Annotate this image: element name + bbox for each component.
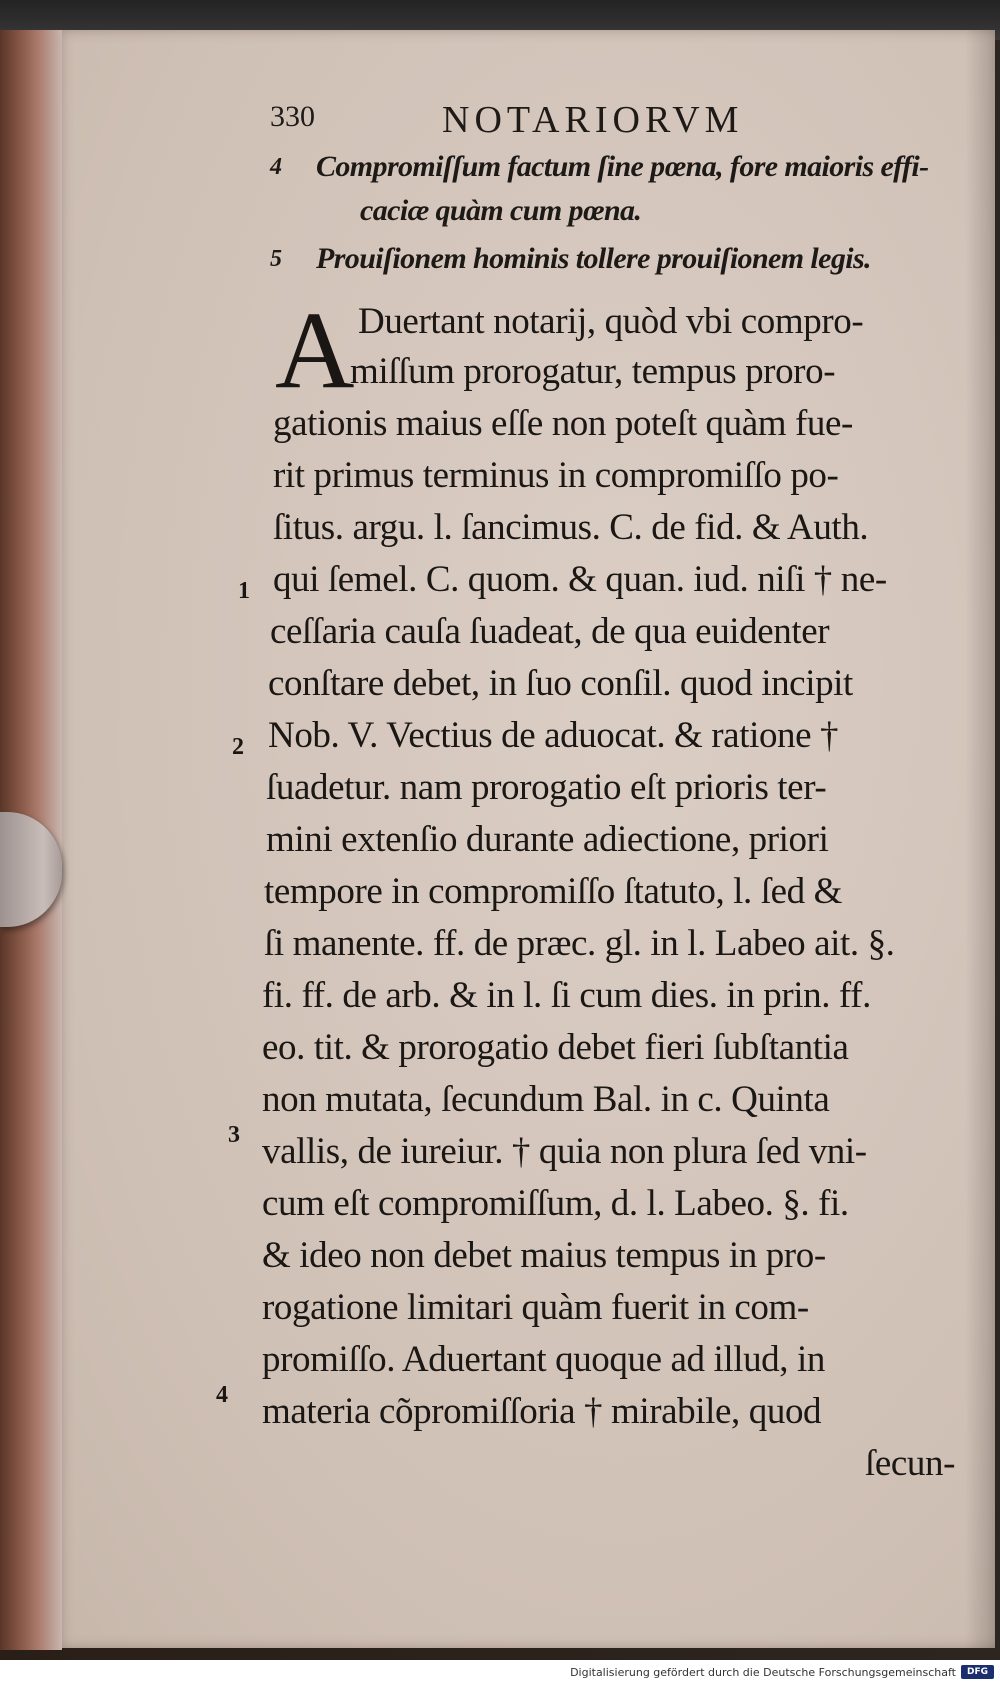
summary-text: Compromiſſum factum ſine pœna, fore maioris effi-	[316, 150, 929, 183]
body-line: Nob. V. Vectius de aduocat. & ratione †	[268, 715, 839, 756]
body-line: materia cõpromiſſoria † mirabile, quod	[262, 1391, 822, 1432]
body-line: promiſſo. Aduertant quoque ad illud, in	[262, 1339, 825, 1380]
body-line: rogatione limitari quàm fuerit in com-	[262, 1287, 809, 1328]
body-line: conſtare debet, in ſuo conſil. quod incipit	[268, 663, 853, 704]
body-line: mini extenſio durante adiectione, priori	[266, 819, 829, 860]
body-line: eo. tit. & prorogatio debet fieri ſubſtantia	[262, 1027, 849, 1068]
body-line: tempore in compromiſſo ſtatuto, l. ſed &	[264, 871, 842, 912]
summary-text: Prouiſionem hominis tollere prouiſionem legis.	[316, 242, 871, 275]
footer-bar	[0, 1660, 1000, 1689]
body-line: Duertant notarij, quòd vbi compro-	[358, 301, 864, 342]
body-line: ſitus. argu. l. ſancimus. C. de fid. & Auth.	[273, 507, 869, 548]
running-title: NOTARIORVM	[442, 99, 744, 141]
page-header	[270, 100, 850, 150]
body-line: miſſum prorogatur, tempus proro-	[350, 351, 836, 392]
body-line: & ideo non debet maius tempus in pro-	[262, 1235, 826, 1276]
body-line: qui ſemel. C. quom. & quan. iud. niſi † ne-	[273, 559, 887, 600]
page-number: 330	[270, 100, 315, 133]
body-line: ſi manente. ff. de præc. gl. in l. Labeo ait. §.	[264, 923, 895, 964]
summary-number: 5	[270, 246, 282, 272]
margin-number: 4	[216, 1382, 228, 1408]
body-line: non mutata, ſecundum Bal. in c. Quinta	[262, 1079, 830, 1120]
body-line: rit primus terminus in compromiſſo po-	[273, 455, 839, 496]
margin-number: 2	[232, 734, 244, 760]
summary-continuation: caciæ quàm cum pœna.	[360, 194, 642, 227]
drop-cap: A	[275, 289, 355, 411]
dfg-logo: DFG	[961, 1665, 994, 1679]
footer-credit: Digitalisierung gefördert durch die Deutsche Forschungsgemeinschaft	[570, 1666, 956, 1679]
body-line: cum eſt compromiſſum, d. l. Labeo. §. fi.	[262, 1183, 849, 1224]
catchword: ſecun-	[865, 1443, 956, 1484]
body-line: gationis maius eſſe non poteſt quàm fue-	[273, 403, 853, 444]
margin-number: 1	[238, 578, 250, 604]
body-line: ceſſaria cauſa ſuadeat, de qua euidenter	[270, 611, 830, 652]
body-line: vallis, de iureiur. † quia non plura ſed vni-	[262, 1131, 867, 1172]
margin-number: 3	[228, 1122, 240, 1148]
body-line: ſuadetur. nam prorogatio eſt prioris ter-	[266, 767, 827, 808]
summary-number: 4	[270, 154, 282, 180]
body-line: fi. ff. de arb. & in l. ſi cum dies. in prin. ff.	[262, 975, 871, 1016]
